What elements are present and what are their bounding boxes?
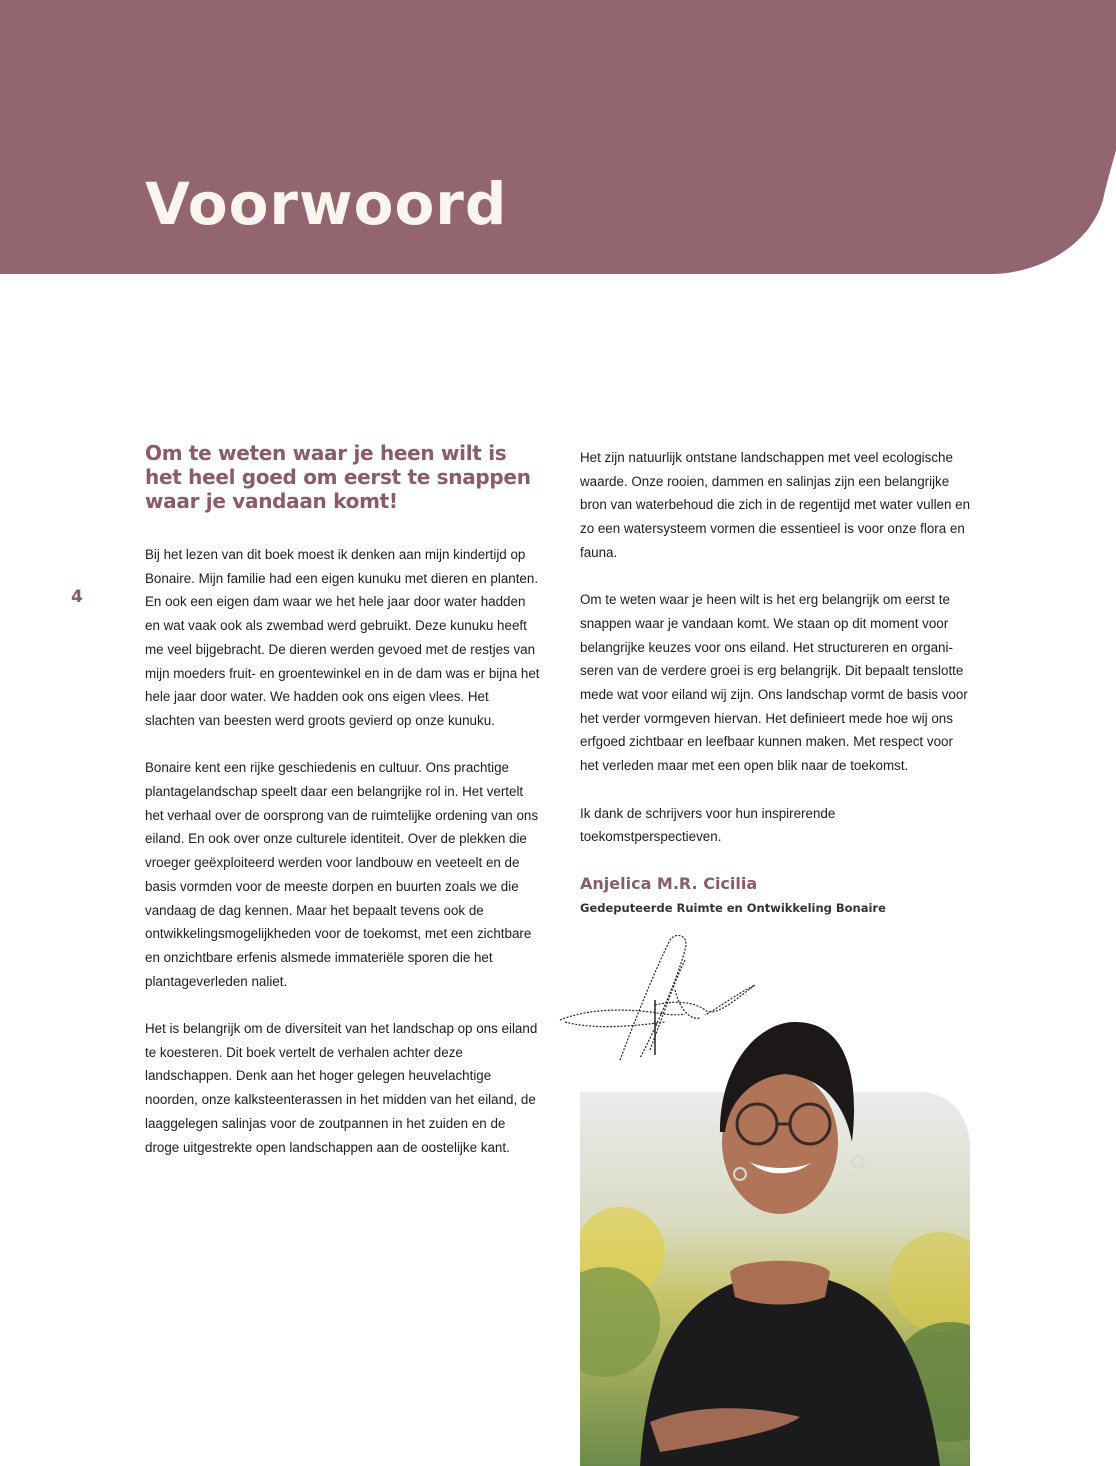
paragraph: Het is belangrijk om de diversiteit van het landschap op ons eiland te koesteren. Dit boek vertelt de verhalen achter deze landschappen. Denk aan het hoger gelegen heuvelachtige noorden, onze kalksteenterassen in het midden van het eiland, de laaggelegen salinjas voor de zoutpannen in het zuiden en de droge uitgestrekte open landschappen aan de oostelijke kant. [145, 1021, 538, 1155]
paragraph: Bij het lezen van dit boek moest ik denken aan mijn kindertijd op Bonaire. Mijn familie had een eigen kunuku met dieren en planten. En ook een eigen dam waar we het hele jaar door water hadden en wat vaak ook als zwembad werd gebruikt. Deze kunuku heeft me veel bijgebracht. De dieren werden gevoed met de restjes van mijn moeders fruit- en groentewinkel en in de dam was er bijna het hele jaar door water. We hadden ook ons eigen vlees. Het slachten van beesten werd groots gevierd op onze kunuku. [145, 547, 540, 728]
intro-heading: Om te weten waar je heen wilt is het heel goed om eerst te snappen waar je vandaan komt! [145, 441, 531, 513]
paragraph: Om te weten waar je heen wilt is het erg belangrijk om eerst te snappen waar je vandaan komt. We staan op dit moment voor belangrijke keuzes voor ons eiland. Het structureren en organi-seren van de verdere groei is erg belangrijk. Dit bepaalt tenslotte mede wat voor eiland wij zijn. Ons landschap vormt de basis voor het verder vormgeven hiervan. Het definieert mede hoe wij ons erfgoed zichtbaar en leefbaar kunnen maken. Met respect voor het verleden maar met een open blik naar de toekomst. [580, 592, 968, 774]
paragraph: Bonaire kent een rijke geschiedenis en cultuur. Ons prachtige plantagelandschap speelt daar een belangrijke rol in. Het vertelt het verhaal over de oorsprong van de ruimtelijke ordening van ons eiland. En ook over onze culturele identiteit. Over de plekken die vroeger geëxploiteerd werden voor landbouw en veeteelt en de basis vormden voor de meeste dorpen en buurten zoals we die vandaag de dag kennen. Maar het bepaalt tevens ook de ontwikkelingsmogelijkheden voor de toekomst, met een zichtbare en onzichtbare erfenis alsmede immateriële sporen die het plantageverleden naliet. [145, 760, 539, 989]
paragraph: Ik dank de schrijvers voor hun inspirerende toekomstperspectieven. [580, 805, 836, 845]
signer-role: Gedeputeerde Ruimte en Ontwikkeling Bonaire [580, 900, 886, 915]
signer-name: Anjelica M.R. Cicilia [580, 873, 758, 893]
portrait-photo [580, 1022, 970, 1466]
page-title: Voorwoord [145, 170, 508, 238]
right-column [580, 446, 975, 917]
paragraph: Het zijn natuurlijk ontstane landschappen met veel ecologische waarde. Onze rooien, dammen en salinjas zijn een belangrijke bron van waterbehoud die zich in de regentijd met water vullen en zo een watersysteem vormen die essentieel is voor onze flora en fauna. [580, 450, 971, 560]
left-column [145, 441, 540, 1183]
page-number: 4 [71, 587, 83, 607]
header-banner [0, 0, 1116, 274]
